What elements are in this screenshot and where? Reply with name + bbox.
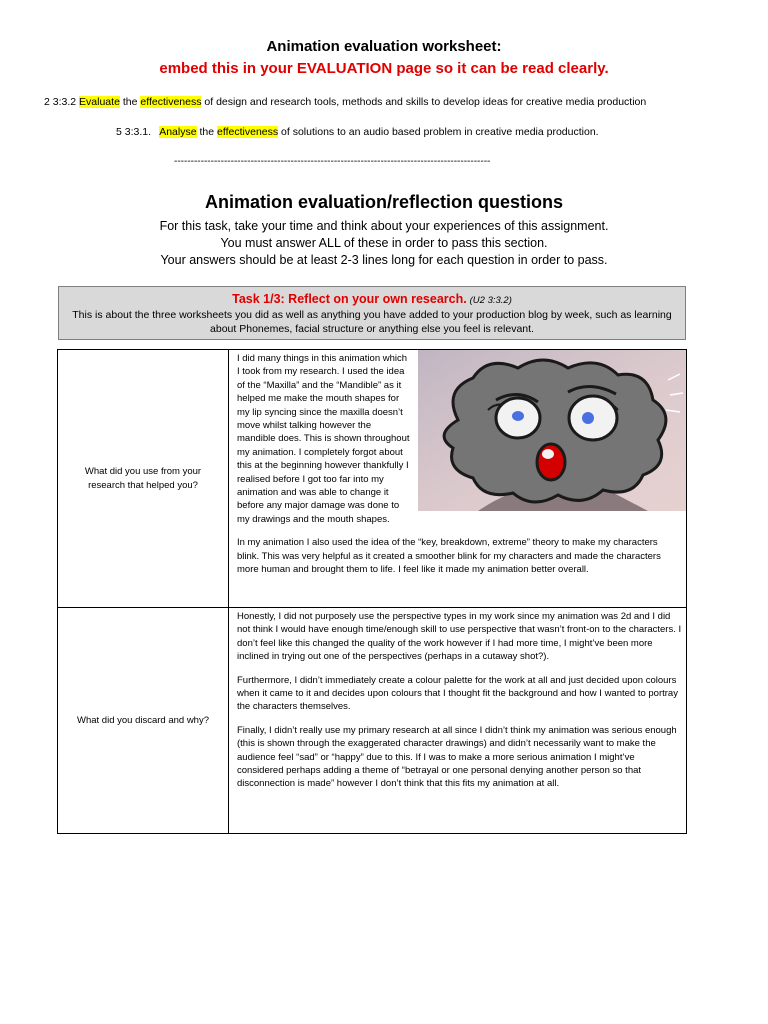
answer-paragraph: Finally, I didn’t really use my primary research at all since I didn’t think my animation was serious enough (this is shown through the exaggerated character drawings) and didn’t necessarily want to make the audience feel “sad” or “happy” due to this. If I was to make a more serious animation I might’ve considered perhaps adding a theme of “betrayal or one personal denying another person so that disconnection is made” however I don’t think that this fits my animation at all. bbox=[237, 724, 677, 790]
worksheet-title: Animation evaluation worksheet: bbox=[266, 38, 502, 55]
answer-paragraph: I did many things in this animation which I took from my research. I used the idea of the “Maxilla” and the “Mandible” as it helped me make the mouth shapes for my lip syncing since the maxilla doesn’t move whilst talking however the mandible does. This is shown throughout my animation. I completely forgot about this at the beginning however thankfully I realised before I got too far into my animation and was able to change it before any major damage was done to my drawings and the mouth shapes. bbox=[237, 353, 410, 525]
task-description: This is about the three worksheets you did as well as anything you have added to your production blog by week, such as learning about Phonemes, facial structure or anything else you feel is relevant. bbox=[72, 309, 672, 335]
intro-line: For this task, take your time and think about your experiences of this assignment. bbox=[159, 219, 609, 233]
criterion-noun: effectiveness bbox=[140, 96, 202, 108]
criterion-mid: the bbox=[122, 96, 138, 108]
question-table bbox=[57, 349, 687, 834]
criterion-1 bbox=[44, 96, 646, 108]
section-heading: Animation evaluation/reflection questions bbox=[204, 192, 564, 212]
answer-paragraph: In my animation I also used the idea of the “key, breakdown, extreme” theory to make my characters blink. This was very helpful as it created a smoother blink for my characters and made the characters more human and brought them to life. I feel like it made my animation better overall. bbox=[237, 537, 661, 576]
cartoon-cloud-character-icon bbox=[418, 350, 686, 511]
criterion-code: 5 3:3.1. bbox=[116, 126, 152, 138]
criterion-mid: the bbox=[199, 126, 215, 138]
criterion-2 bbox=[116, 126, 599, 138]
intro-line: You must answer ALL of these in order to pass this section. bbox=[220, 236, 548, 250]
table-row bbox=[58, 350, 687, 608]
answer-paragraph: Furthermore, I didn’t immediately create a colour palette for the work at all and just decided upon colours when it came to it and decides upon colours that I thought fit the background and how I wanted to portray the characters themselves. bbox=[237, 674, 678, 713]
task-box bbox=[58, 286, 686, 340]
criterion-noun: effectiveness bbox=[217, 126, 279, 138]
task-code: (U2 3:3.2) bbox=[469, 295, 512, 306]
intro-line: Your answers should be at least 2-3 lines long for each question in order to pass. bbox=[160, 253, 608, 267]
criterion-code: 2 3:3.2 bbox=[44, 96, 77, 108]
answer-paragraph: Honestly, I did not purposely use the perspective types in my work since my animation was 2d and I did not think I would have enough time/enough skill to use perspective that wasn’t front-on to the characters. I don’t feel like this changed the quality of the work however if I had more time, I might’ve been more inclined in trying out one of the perspectives (perhaps in a cutaway shot?). bbox=[237, 611, 682, 663]
answer-cell bbox=[229, 608, 687, 834]
divider-line: ----------------------------------------------------------------------------------------------- bbox=[174, 156, 491, 167]
criterion-verb: Analyse bbox=[159, 126, 197, 138]
table-row bbox=[58, 608, 687, 834]
criterion-text: of design and research tools, methods and skills to develop ideas for creative media production bbox=[204, 96, 647, 108]
criterion-verb: Evaluate bbox=[79, 96, 120, 108]
task-title: Task 1/3: Reflect on your own research. bbox=[232, 292, 467, 306]
section-intro bbox=[0, 218, 768, 269]
question-cell bbox=[58, 608, 229, 834]
question-cell bbox=[58, 350, 229, 608]
answer-cell bbox=[229, 350, 687, 608]
worksheet-subtitle: embed this in your EVALUATION page so it can be read clearly. bbox=[159, 60, 609, 77]
question-text: What did you use from your research that helped you? bbox=[84, 465, 202, 491]
question-text: What did you discard and why? bbox=[76, 714, 210, 726]
criterion-text: of solutions to an audio based problem in creative media production. bbox=[281, 126, 599, 138]
task-heading bbox=[59, 292, 685, 308]
